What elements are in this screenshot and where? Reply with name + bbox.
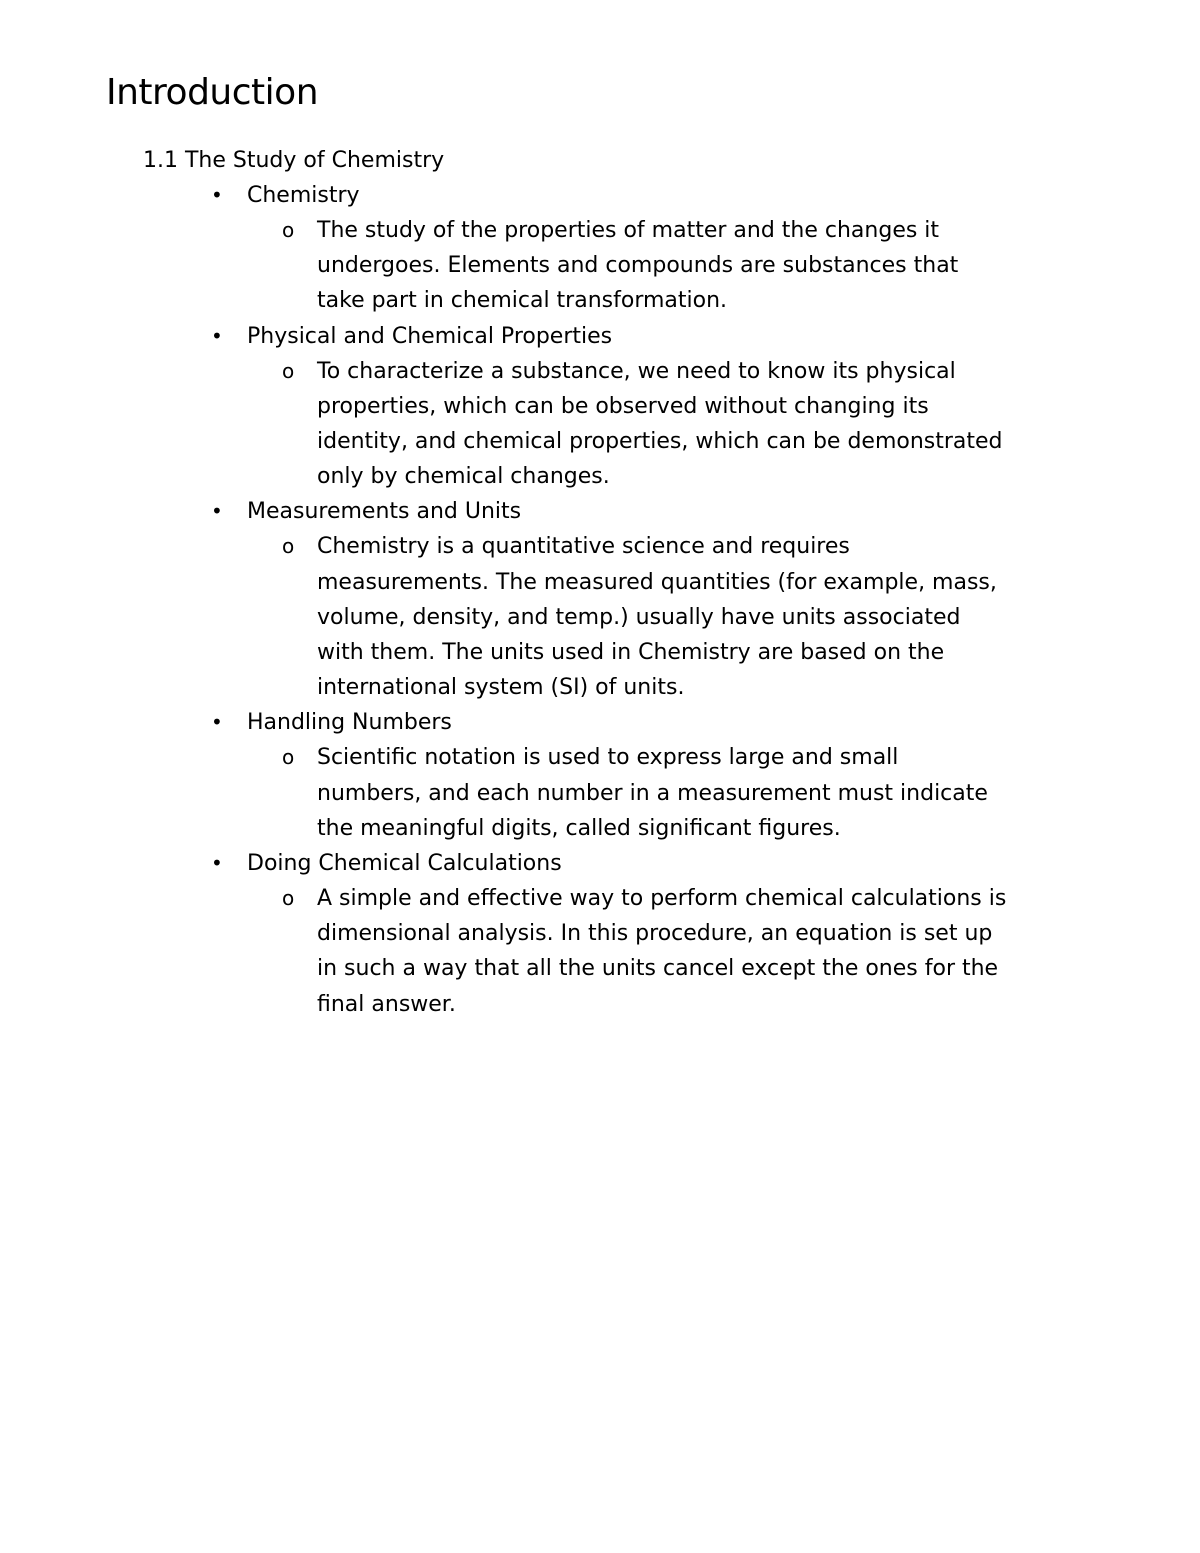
detail-item bbox=[0, 529, 1077, 705]
detail-item bbox=[0, 740, 1077, 846]
sub-bullet-icon: o bbox=[282, 358, 295, 383]
topic-label: Physical and Chemical Properties bbox=[247, 323, 613, 349]
detail-item bbox=[0, 881, 1077, 1022]
sub-bullet-icon: o bbox=[282, 886, 295, 911]
topic-handling-numbers bbox=[0, 705, 1200, 846]
bullet-icon: • bbox=[211, 710, 223, 735]
sub-bullet-icon: o bbox=[282, 534, 295, 559]
topic-chemistry bbox=[0, 178, 1200, 319]
detail-text: Scientific notation is used to express large and small numbers, and each number in a measurement must indicate the meaningful digits, called significant figures. bbox=[317, 745, 988, 841]
bullet-icon: • bbox=[211, 851, 223, 876]
topic-chemical-calculations bbox=[0, 846, 1200, 1022]
topic-details bbox=[0, 213, 1200, 319]
detail-text: Chemistry is a quantitative science and requires measurements. The measured quantities (for example, mass, volume, density, and temp.) usually have units associated with them. The units used in Chemistry are based on the international system (SI) of units. bbox=[317, 534, 997, 701]
section-heading: 1.1 The Study of Chemistry bbox=[143, 148, 445, 173]
topic-details bbox=[0, 881, 1200, 1022]
detail-text: A simple and effective way to perform chemical calculations is dimensional analysis. In this procedure, an equation is set up in such a way that all the units cancel except the ones for the final answer. bbox=[317, 886, 1007, 1017]
sub-bullet-icon: o bbox=[282, 218, 295, 242]
sub-bullet-icon: o bbox=[282, 745, 295, 770]
topic-measurements-units bbox=[0, 494, 1200, 705]
bullet-icon: • bbox=[211, 323, 223, 348]
topic-label: Measurements and Units bbox=[247, 499, 522, 525]
topic-details bbox=[0, 529, 1200, 705]
topic-details bbox=[0, 740, 1200, 846]
bullet-icon: • bbox=[211, 499, 223, 524]
detail-text: The study of the properties of matter and the changes it undergoes. Elements and compounds are substances that take part in chemical transformation. bbox=[317, 218, 959, 314]
topic-label: Chemistry bbox=[247, 183, 360, 208]
bullet-icon: • bbox=[211, 183, 223, 207]
document-title: Introduction bbox=[106, 72, 319, 113]
topic-physical-chemical-properties bbox=[0, 319, 1200, 495]
detail-text: To characterize a substance, we need to know its physical properties, which can be observed without changing its identity, and chemical properties, which can be demonstrated only by chemical changes. bbox=[317, 358, 1003, 490]
topic-list bbox=[0, 178, 1200, 1022]
topic-label: Handling Numbers bbox=[247, 710, 452, 736]
topic-label: Doing Chemical Calculations bbox=[247, 851, 562, 877]
topic-details bbox=[0, 354, 1200, 495]
detail-item bbox=[0, 354, 1077, 495]
detail-item bbox=[0, 213, 1077, 319]
